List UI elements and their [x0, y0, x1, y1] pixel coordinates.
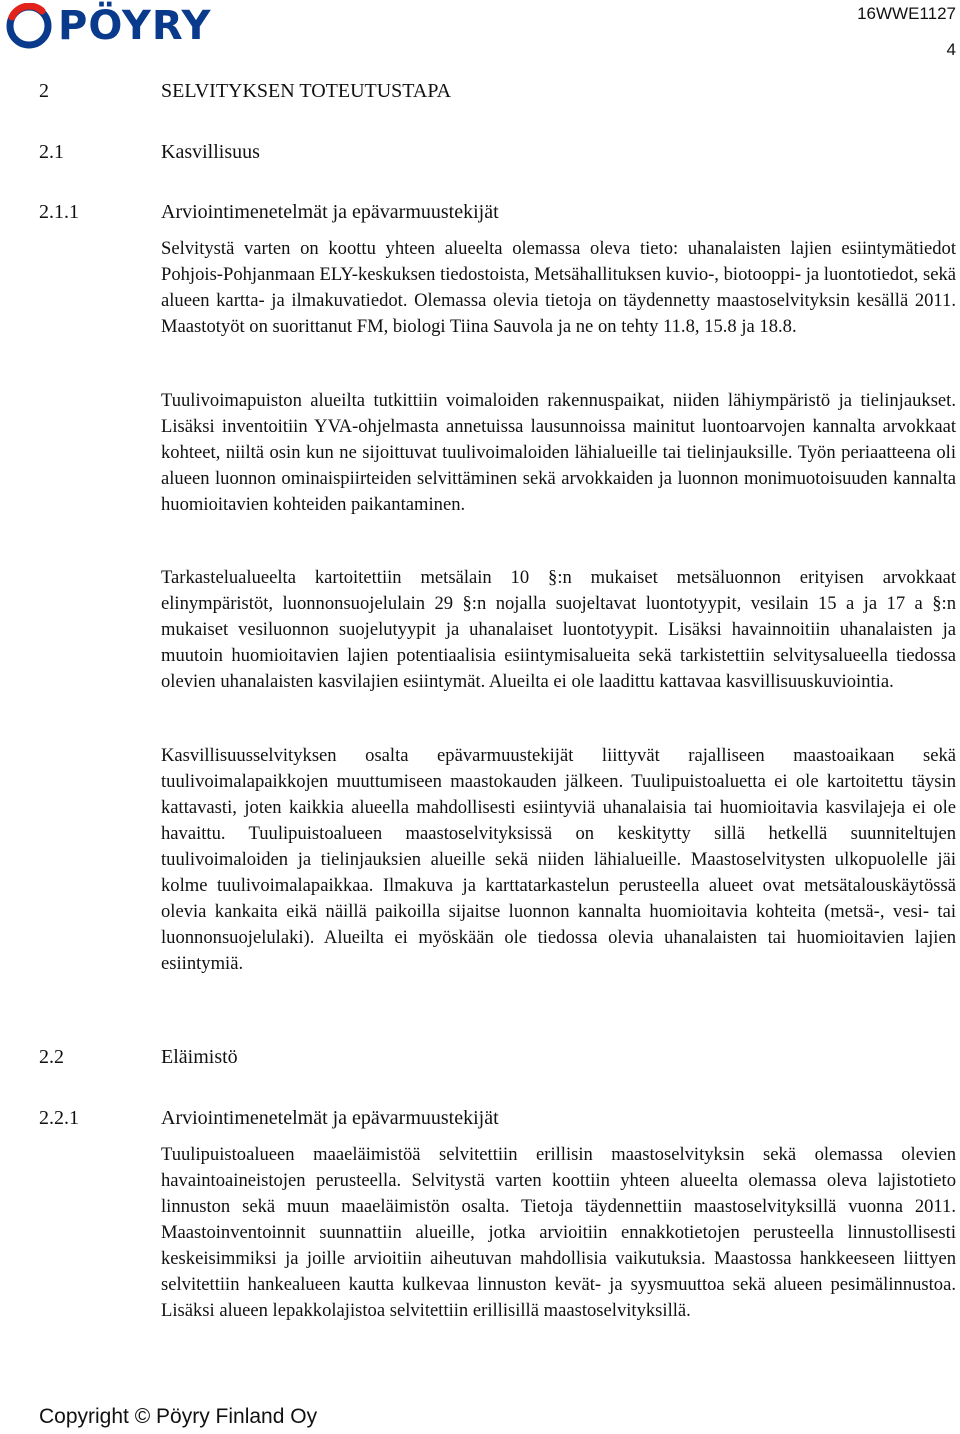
- body-paragraph: Kasvillisuusselvityksen osalta epävarmuustekijät liittyvät rajalliseen maastoaikaan sekä tuulivoimalapaikkojen muuttumiseen maastokauden jälkeen. Tuulipuistoaluetta ei ole kartoitettu täysin kattavasti, joten kaikkia alueella mahdollisesti esiintyviä uhanalaisia tai huomioitavia kasvilajeja ei ole havaittu. Tuulipuistoalueen maastoselvityksissä on keskitytty sillä hetkellä suunniteltujen tuulivoimaloiden ja tielinjauksien alueille sekä niiden lähialueille. Maastoselvitysten ulkopuolelle jäi kolme tuulivoimalapaikkaa. Ilmakuva ja karttatarkastelun perusteella alueet ovat metsätalouskäytössä olevia kankaita eikä näillä paikoilla sijaitse luonnon kannalta huomioitavia kohteita (metsä-, vesi- tai luonnonsuojelulaki). Alueilta ei myöskään ole tiedossa olevia uhanalaisten tai huomioitavien lajien esiintymiä.: [161, 745, 956, 974]
- section-number: 2.1: [39, 141, 64, 163]
- section-number: 2.2.1: [39, 1107, 79, 1129]
- section-number: 2: [39, 80, 49, 102]
- section-heading: [39, 141, 260, 164]
- section-number: 2.1.1: [39, 201, 79, 223]
- document-id: 16WWE1127: [857, 4, 956, 23]
- company-logo: [4, 2, 211, 50]
- body-paragraph: Tuulivoimapuiston alueilta tutkittiin voimaloiden rakennuspaikat, niiden lähiympäristö ja tielinjaukset. Lisäksi inventoitiin YVA-ohjelmasta annetuissa lausunnoissa mainitut luontoarvojen kannalta arvokkaat kohteet, niiltä osin kun ne sijoittuvat tuulivoimaloiden lähialueille tai tielinjauksille. Työn periaatteena oli alueen luonnon ominaispiirteiden selvittäminen sekä arvokkaiden ja luonnon monimuotoisuuden kannalta huomioitavien kohteiden paikantaminen.: [161, 390, 956, 515]
- page-number: 4: [946, 40, 956, 59]
- logo-wordmark: PÖYRY: [58, 3, 212, 49]
- section-number: 2.2: [39, 1046, 64, 1068]
- section-title: SELVITYKSEN TOTEUTUSTAPA: [161, 80, 452, 102]
- body-paragraph: Selvitystä varten on koottu yhteen alueelta olemassa oleva tieto: uhanalaisten lajien esiintymätiedot Pohjois-Pohjanmaan ELY-keskuksen tiedostoista, Metsähallituksen kuvio-, biotooppi- ja luontotiedot, sekä alueen kartta- ja ilmakuvatiedot. Olemassa olevia tietoja on täydennetty maastoselvityksin kesällä 2011. Maastotyöt on suorittanut FM, biologi Tiina Sauvola ja ne on tehty 11.8, 15.8 ja 18.8.: [161, 238, 956, 337]
- section-heading: [39, 1107, 499, 1130]
- section-title: Kasvillisuus: [161, 141, 260, 163]
- body-paragraph: Tarkastelualueelta kartoitettiin metsälain 10 §:n mukaiset metsäluonnon erityisen arvokkaat elinympäristöt, luonnonsuojelulain 29 §:n nojalla suojeltavat luontotyypit, vesilain 15 a ja 17 a §:n mukaiset vesiluonnon suojelutyypit ja uhanalaiset luontotyypit. Lisäksi havainnoitiin uhanalaisten ja muutoin huomioitavien lajien potentiaalisia esiintymisalueita sekä tarkistettiin selvitysalueella tiedossa olevien uhanalaisten kasvilajien esiintymät. Alueilta ei ole laadittu kattavaa kasvillisuuskuviointia.: [161, 567, 956, 692]
- section-title: Arviointimenetelmät ja epävarmuustekijät: [161, 1107, 499, 1129]
- section-heading: [39, 80, 451, 103]
- section-heading: [39, 1046, 238, 1069]
- section-title: Eläimistö: [161, 1046, 238, 1068]
- footer-copyright: Copyright © Pöyry Finland Oy: [39, 1405, 318, 1428]
- section-title: Arviointimenetelmät ja epävarmuustekijät: [161, 201, 499, 223]
- body-paragraph: Tuulipuistoalueen maaeläimistöä selvitettiin erillisin maastoselvityksin sekä olemassa olevien havaintoaineistojen perusteella. Selvitystä varten koottiin yhteen alueelta olemassa oleva lajistotieto linnuston sekä muun maaeläimistön osalta. Tietoja täydennettiin maastoselvityksillä vuonna 2011. Maastoinventoinnit suunnattiin alueille, jotka arvioitiin ennakkotietojen perusteella linnustollisesti keskeisimmiksi ja joille arvioitiin aiheutuvan mahdollisia vaikutuksia. Maastossa hankkeeseen liittyen selvitettiin hankealueen kautta kulkevaa linnuston kevät- ja syysmuuttoa sekä alueen pesimälinnustoa. Lisäksi alueen lepakkolajistoa selvitettiin erillisillä maastoselvityksillä.: [161, 1144, 956, 1321]
- poyry-swirl-icon: [4, 3, 54, 49]
- section-heading: [39, 201, 499, 224]
